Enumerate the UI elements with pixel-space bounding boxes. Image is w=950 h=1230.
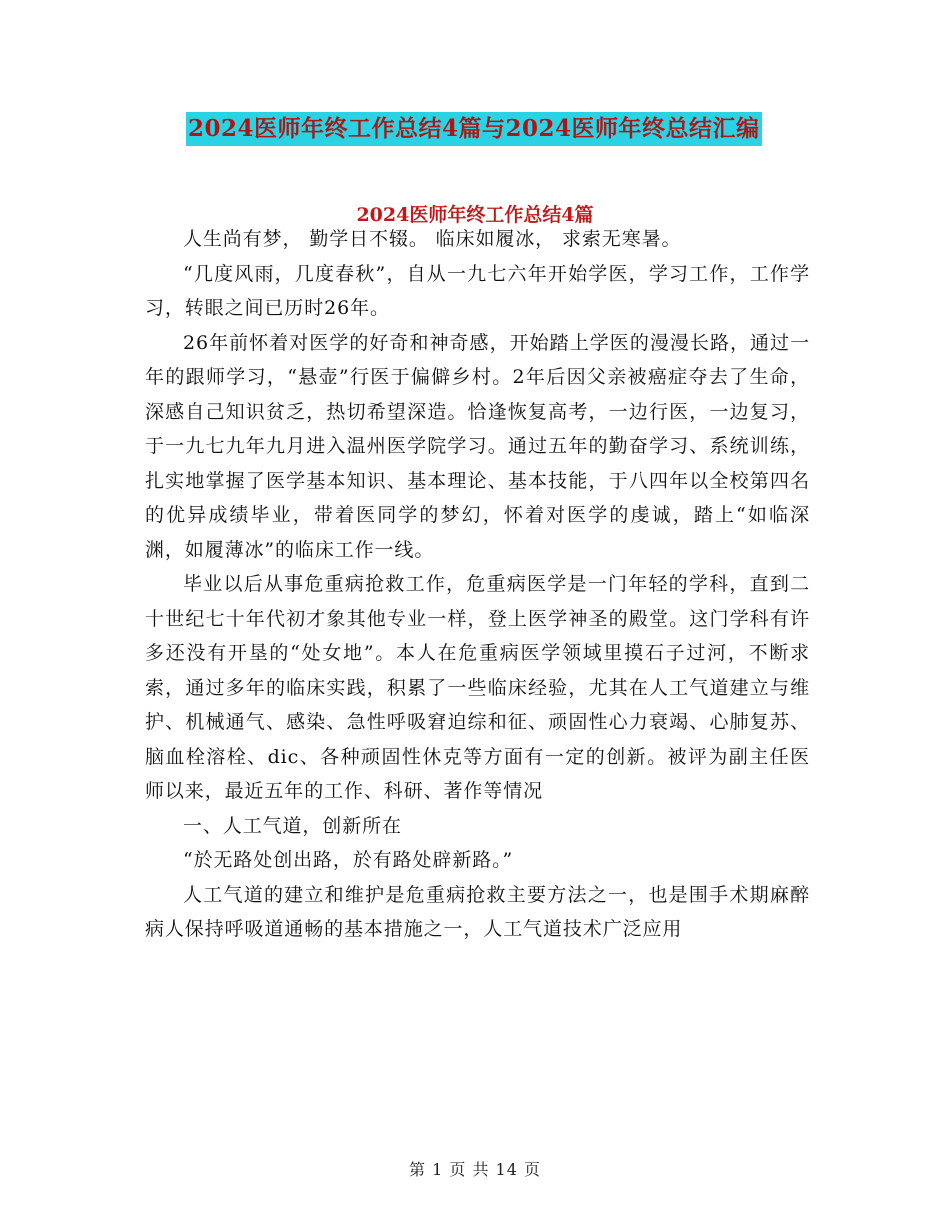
document-body <box>145 222 810 947</box>
page-number-footer: 第 1 页 共 14 页 <box>409 1160 541 1179</box>
document-main-title: 2024医师年终工作总结4篇与2024医师年终总结汇编 <box>186 112 762 146</box>
quote: “於无路处创出路，於有路处辟新路。” <box>183 849 514 871</box>
paragraph: 人工气道的建立和维护是危重病抢救主要方法之一，也是围手术期麻醉病人保持呼吸道通畅的基本措施之一，人工气道技术广泛应用 <box>145 883 810 940</box>
paragraph: “几度风雨，几度春秋”，自从一九七六年开始学医，学习工作，工作学习，转眼之间已历时26年。 <box>145 262 810 319</box>
document-sub-title: 2024医师年终工作总结4篇 <box>356 204 594 226</box>
section-heading: 一、人工气道，创新所在 <box>183 814 402 837</box>
paragraph: 毕业以后从事危重病抢救工作，危重病医学是一门年轻的学科，直到二十世纪七十年代初才象其他专业一样，登上医学神圣的殿堂。这门学科有许多还没有开垦的“处女地”。本人在危重病医学领域里摸石子过河，不断求索，通过多年的临床实践，积累了一些临床经验，尤其在人工气道建立与维护、机械通气、感染、急性呼吸窘迫综和征、顽固性心力衰竭、心肺复苏、脑血栓溶栓、dic、各种顽固性休克等方面有一定的创新。被评为副主任医师以来，最近五年的工作、科研、著作等情况 <box>145 573 810 802</box>
paragraph: 人生尚有梦， 勤学日不辍。 临床如履冰， 求索无寒暑。 <box>183 228 682 250</box>
paragraph: 26年前怀着对医学的好奇和神奇感，开始踏上学医的漫漫长路，通过一年的跟师学习，“悬壶”行医于偏僻乡村。2年后因父亲被癌症夺去了生命，深感自己知识贫乏，热切希望深造。恰逢恢复高考，一边行医，一边复习，于一九七九年九月进入温州医学院学习。通过五年的勤奋学习、系统训练，扎实地掌握了医学基本知识、基本理论、基本技能，于八四年以全校第四名的优异成绩毕业，带着医同学的梦幻，怀着对医学的虔诚，踏上“如临深渊，如履薄冰”的临床工作一线。 <box>145 331 810 561</box>
